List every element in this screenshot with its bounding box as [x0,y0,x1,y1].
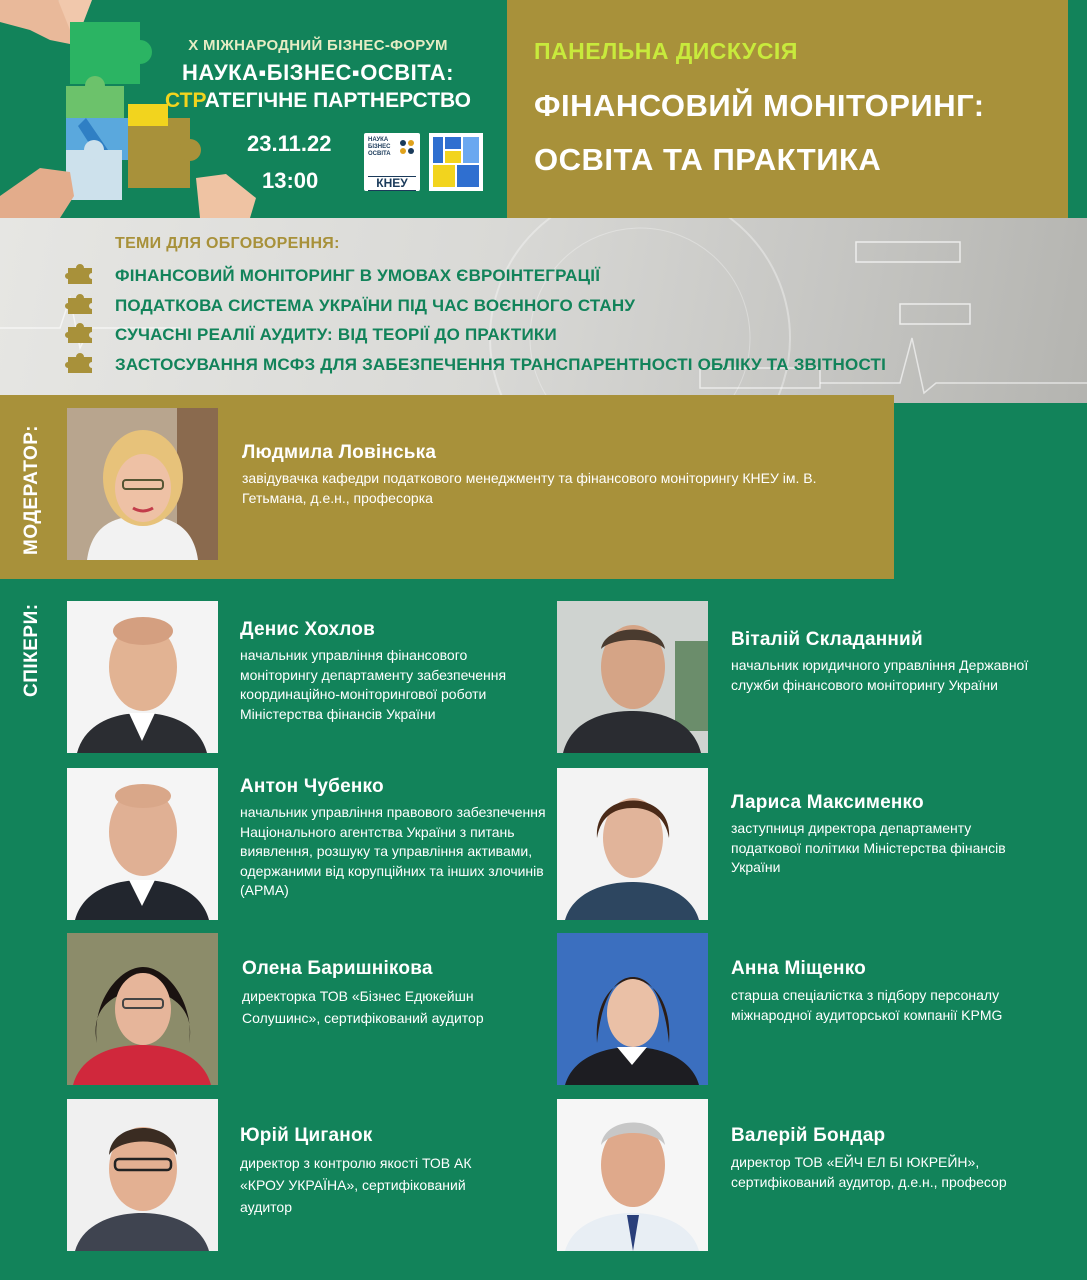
speaker-role: директор ТОВ «ЕЙЧ ЕЛ БІ ЮКРЕЙН», сертифікований аудитор, д.е.н., професор [731,1154,1007,1190]
speaker-role: начальник юридичного управління Державної служби фінансового моніторингу України [731,657,1029,693]
speaker-name: Віталій Складанний [731,629,923,650]
speaker-name: Антон Чубенко [240,776,384,797]
topic-item [65,321,1065,347]
speaker-name: Валерій Бондар [731,1125,886,1146]
topics-heading: ТЕМИ ДЛЯ ОБГОВОРЕННЯ: [115,235,340,252]
forum-title-rest: АТЕГІЧНЕ ПАРТНЕРСТВО [204,89,472,112]
puzzle-piece-icon [65,322,95,346]
puzzle-piece-icon [65,263,95,287]
event-time: 13:00 [262,168,319,193]
moderator-name: Людмила Ловінська [242,442,437,463]
topic-text: ПОДАТКОВА СИСТЕМА УКРАЇНИ ПІД ЧАС ВОЄННОГО СТАНУ [115,296,636,315]
speaker-photo [557,1099,708,1251]
event-date: 23.11.22 [247,131,332,156]
moderator-photo [67,408,218,560]
forum-title-line2: НАУКА▪БІЗНЕС▪ОСВІТА: [182,60,454,85]
topic-text: ЗАСТОСУВАННЯ МСФЗ ДЛЯ ЗАБЕЗПЕЧЕННЯ ТРАНСПАРЕНТНОСТІ ОБЛІКУ ТА ЗВІТНОСТІ [115,355,886,374]
speaker-role: старша спеціалістка з підбору персоналу міжнародної аудиторської компанії KPMG [731,987,1003,1023]
moderator-label: МОДЕРАТОР: [21,424,42,555]
topic-item [65,351,1065,377]
speaker-photo [67,1099,218,1251]
portrait-image [557,768,708,920]
speaker-photo [557,601,708,753]
portrait-image [67,408,218,560]
speaker-photo [67,933,218,1085]
speaker-photo [67,768,218,920]
panel-title-line2: ОСВІТА ТА ПРАКТИКА [534,142,882,177]
speaker-role: начальник управління правового забезпечення Національного агентства України з питань виявлення, розшуку та управління активами, одержаними від корупційних та інших злочинів (АРМА) [240,804,546,898]
speaker-name: Олена Баришнікова [242,958,433,979]
kneu-logo [364,133,420,191]
speaker-name: Лариса Максименко [731,792,924,813]
speakers-label: СПІКЕРИ: [21,603,42,697]
portrait-image [557,1099,708,1251]
forum-title-highlight: СТР [164,89,205,112]
eu-logo [429,133,483,191]
topic-text: ФІНАНСОВИЙ МОНІТОРИНГ В УМОВАХ ЄВРОІНТЕГРАЦІЇ [115,266,601,285]
speaker-role: директорка ТОВ «Бізнес Едюкейшн Солушинс», сертифікований аудитор [242,988,484,1026]
puzzle-piece-icon [65,352,95,376]
portrait-image [557,933,708,1085]
panel-title-line1: ФІНАНСОВИЙ МОНІТОРИНГ: [534,88,985,123]
header [0,0,1087,218]
speaker-role: начальник управління фінансового моніторингу департаменту забезпечення координаційно-моніторингової роботи Міністерства фінансів України [240,647,507,722]
portrait-image [67,933,218,1085]
panel-title-box [507,0,1068,232]
forum-title-line3 [148,89,488,113]
forum-title-line1: X МІЖНАРОДНИЙ БІЗНЕС-ФОРУМ [188,37,448,54]
portrait-image [557,601,708,753]
speaker-role: заступниця директора департаменту податкової політики Міністерства фінансів України [731,820,1006,875]
topic-item [65,292,1065,318]
speaker-name: Юрій Циганок [240,1125,373,1146]
speaker-photo [557,933,708,1085]
kneu-logo-tagline: НАУКА БІЗНЕС ОСВІТА [368,137,391,157]
kneu-logo-name: КНЕУ [368,176,416,191]
portrait-image [67,1099,218,1251]
puzzle-piece-icon [65,293,95,317]
speaker-role: директор з контролю якості ТОВ АК «КРОУ УКРАЇНА», сертифікований аудитор [240,1155,472,1215]
speaker-name: Анна Міщенко [731,958,866,979]
speaker-photo [67,601,218,753]
topics-section [0,218,1087,403]
topic-text: СУЧАСНІ РЕАЛІЇ АУДИТУ: ВІД ТЕОРІЇ ДО ПРАКТИКИ [115,325,557,344]
topic-item [65,262,1065,288]
speaker-photo [557,768,708,920]
moderator-role: завідувачка кафедри податкового менеджменту та фінансового моніторингу КНЕУ ім. В. Гетьмана, д.е.н., професорка [242,470,817,506]
logo-dots-icon [399,139,415,155]
panel-kicker: ПАНЕЛЬНА ДИСКУСІЯ [534,38,798,64]
speaker-name: Денис Хохлов [240,619,375,640]
portrait-image [67,601,218,753]
portrait-image [67,768,218,920]
